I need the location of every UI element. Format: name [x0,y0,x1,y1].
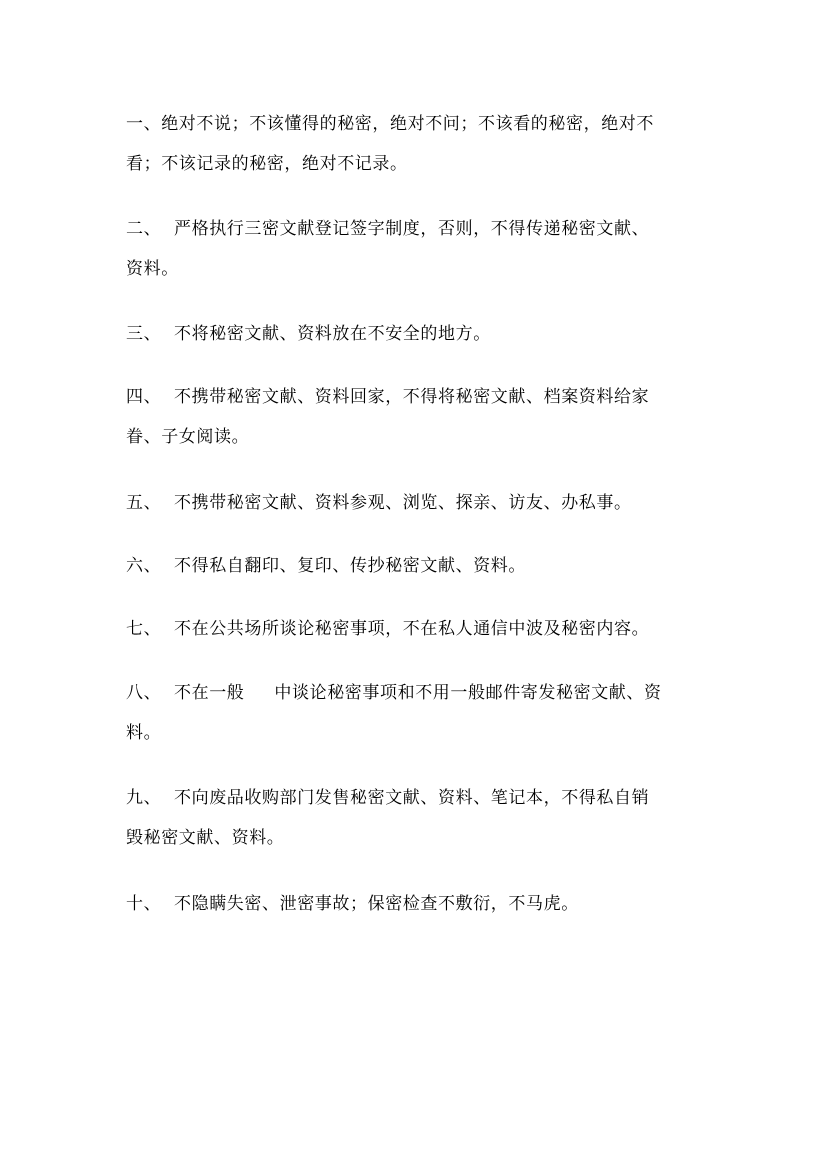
rule-line: 毁秘密文献、资料。 [126,828,285,848]
rule-line [126,314,706,354]
rule-line: 料。 [126,723,162,743]
rule-text: 不得私自翻印、复印、传抄秘密文献、资料。 [174,556,526,576]
rule-item-10 [126,884,706,924]
rule-text: 严格执行三密文献登记签字制度，否则，不得传递秘密文献、 [174,219,650,239]
rule-item-1 [126,104,706,184]
rule-text: 不携带秘密文献、资料回家，不得将秘密文献、档案资料给家 [174,387,650,407]
rule-number: 三、 [126,324,162,344]
rule-item-3 [126,314,706,354]
rule-line [126,483,706,523]
rule-text-part-b: 中谈论秘密事项和不用一般邮件寄发秘密文献、资 [274,683,662,703]
rule-item-2 [126,209,706,289]
rule-text: 不将秘密文献、资料放在不安全的地方。 [174,324,491,344]
rule-line [126,377,706,417]
rule-number: 一、 [126,114,162,134]
rule-line: 资料。 [126,259,179,279]
rule-item-4 [126,377,706,457]
rule-item-5 [126,483,706,523]
rule-text: 不在公共场所谈论秘密事项，不在私人通信中波及秘密内容。 [174,619,650,639]
rule-line: 看；不该记录的秘密，绝对不记录。 [126,154,408,174]
rule-text: 不隐瞒失密、泄密事故；保密检查不敷衍，不马虎。 [174,894,579,914]
rule-text-part-a: 不在一般 [174,683,245,703]
rule-text: 不携带秘密文献、资料参观、浏览、探亲、访友、办私事。 [174,493,632,513]
rule-number: 五、 [126,493,162,513]
rule-number: 八、 [126,683,162,703]
rule-number: 六、 [126,556,162,576]
rule-line [126,609,706,649]
rule-item-7 [126,609,706,649]
rule-line: 眷、子女阅读。 [126,427,250,447]
rule-text: 绝对不说；不该懂得的秘密，绝对不问；不该看的秘密，绝对不 [161,114,655,134]
rule-line [126,104,706,144]
rule-item-9 [126,778,706,858]
rule-line [126,884,706,924]
rule-line [126,209,706,249]
rule-number: 四、 [126,387,162,407]
rule-line [126,546,706,586]
rule-number: 十、 [126,894,162,914]
rule-line [126,673,706,713]
rule-text: 不向废品收购部门发售秘密文献、资料、笔记本，不得私自销 [174,788,650,808]
rule-number: 二、 [126,219,162,239]
rule-item-6 [126,546,706,586]
rule-item-8 [126,673,706,753]
rule-line [126,778,706,818]
rule-number: 九、 [126,788,162,808]
rule-number: 七、 [126,619,162,639]
